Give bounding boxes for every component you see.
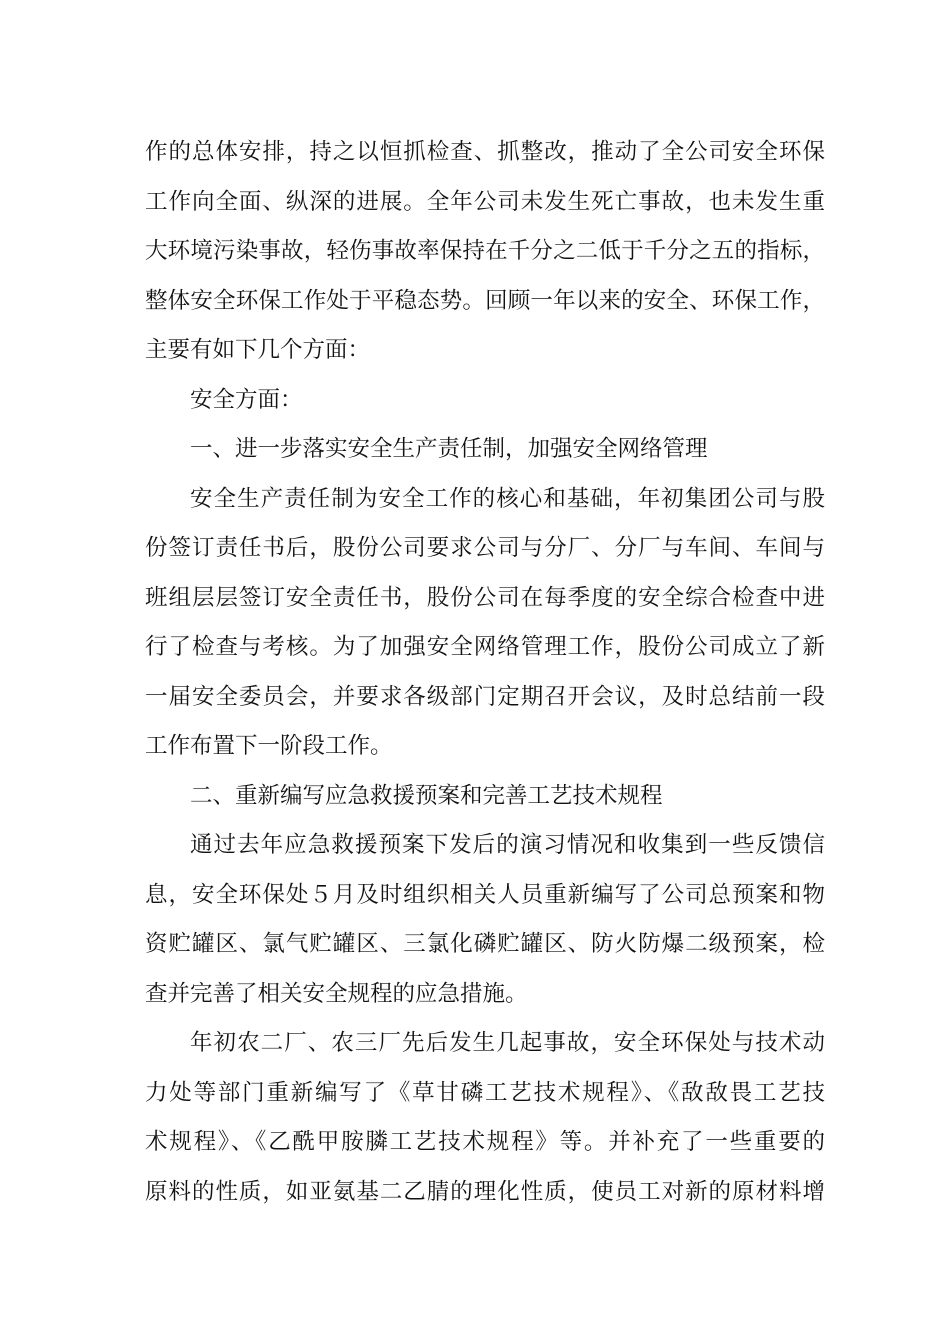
document-body (145, 128, 825, 1217)
paragraph-line: 大环境污染事故，轻伤事故率保持在千分之二低于千分之五的指标， (145, 238, 825, 264)
paragraph-line: 查并完善了相关安全规程的应急措施。 (145, 980, 528, 1007)
paragraph-line: 力处等部门重新编写了《草甘磷工艺技术规程》、《敌敌畏工艺技 (145, 1079, 825, 1106)
paragraph-line: 行了检查与考核。为了加强安全网络管理工作，股份公司成立了新 (145, 634, 825, 660)
section-heading: 安全方面： (190, 386, 303, 413)
paragraph-line: 份签订责任书后，股份公司要求公司与分厂、分厂与车间、车间与 (145, 535, 825, 561)
paragraph-line: 作的总体安排，持之以恒抓检查、抓整改，推动了全公司安全环保 (145, 139, 825, 165)
paragraph-line: 术规程》、《乙酰甲胺膦工艺技术规程》等。并补充了一些重要的 (145, 1129, 825, 1155)
subsection-heading: 二、重新编写应急救援预案和完善工艺技术规程 (190, 782, 663, 809)
paragraph-line: 一届安全委员会，并要求各级部门定期召开会议，及时总结前一段 (145, 683, 825, 710)
paragraph-line: 安全生产责任制为安全工作的核心和基础，年初集团公司与股 (190, 485, 825, 512)
paragraph-line: 班组层层签订安全责任书，股份公司在每季度的安全综合检查中进 (145, 584, 825, 611)
paragraph-line: 年初农二厂、农三厂先后发生几起事故，安全环保处与技术动 (190, 1030, 825, 1056)
paragraph-line: 工作向全面、纵深的进展。全年公司未发生死亡事故，也未发生重 (145, 188, 825, 215)
paragraph-line: 原料的性质，如亚氨基二乙腈的理化性质，使员工对新的原材料增 (145, 1178, 825, 1205)
subsection-heading: 一、进一步落实安全生产责任制，加强安全网络管理 (190, 436, 708, 462)
paragraph-line: 主要有如下几个方面： (145, 337, 371, 363)
paragraph-line: 通过去年应急救援预案下发后的演习情况和收集到一些反馈信 (190, 832, 825, 858)
paragraph-line: 整体安全环保工作处于平稳态势。回顾一年以来的安全、环保工作， (145, 287, 825, 314)
paragraph-line: 息，安全环保处５月及时组织相关人员重新编写了公司总预案和物 (145, 881, 825, 908)
paragraph-line: 工作布置下一阶段工作。 (145, 733, 393, 759)
paragraph-line: 资贮罐区、氯气贮罐区、三氯化磷贮罐区、防火防爆二级预案，检 (145, 931, 825, 957)
